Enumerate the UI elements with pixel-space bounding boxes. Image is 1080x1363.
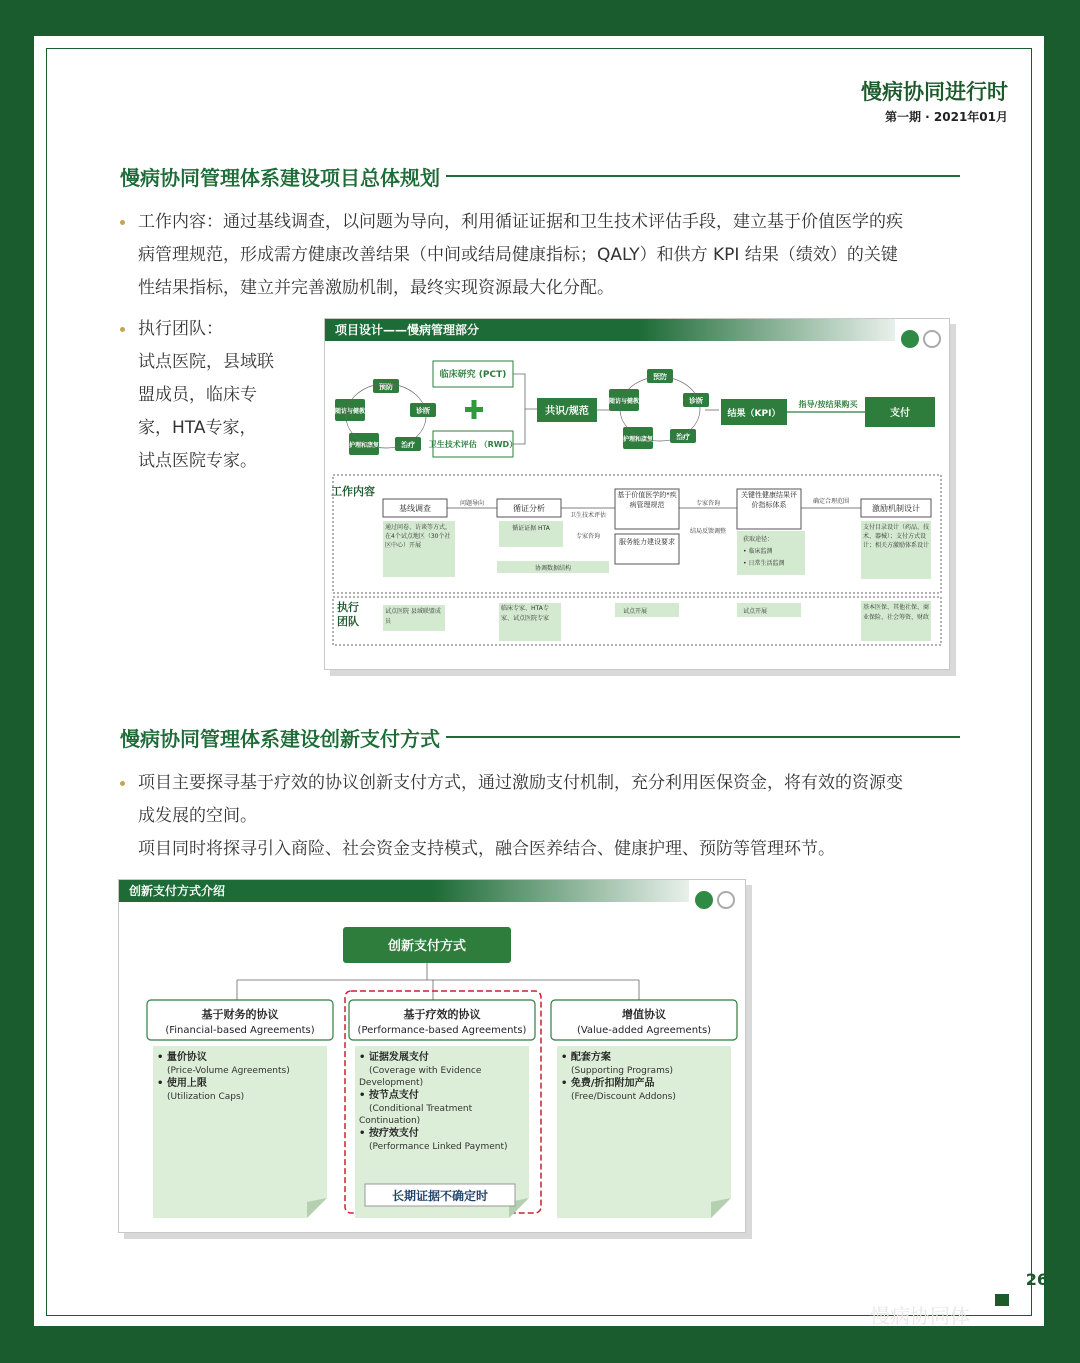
arrow-label: 专家咨询	[575, 533, 601, 540]
team-line: 试点医院专家。	[138, 451, 257, 471]
arrow-label: 卫生技术评估	[569, 512, 607, 519]
step-label: 关键性健康结果评价指标体系	[741, 491, 797, 509]
work-line: 病管理规范，形成需方健康改善结果（中间或结局健康指标；QALY）和供方 KPI 结果（绩效）的关键	[138, 245, 898, 265]
kpi-note: • 日常生活监测	[743, 560, 785, 567]
bullet-marker	[120, 220, 125, 225]
cycle-label: 护理和康复	[622, 436, 654, 443]
item-desc: (Supporting Programs)	[571, 1066, 674, 1076]
project-design-figure	[324, 318, 950, 670]
incentive-note: 支付目录设计（药品、技术、器械）；支付方式设计；相关方激励体系设计	[863, 524, 929, 549]
item-label: • 使用上限	[157, 1078, 207, 1089]
bullet-marker	[120, 781, 125, 786]
item-label: • 配套方案	[561, 1052, 611, 1063]
step-label: 激励机制设计	[872, 504, 920, 513]
kpi-note: 获取途径：	[743, 536, 774, 543]
column-subtitle: (Financial-based Agreements)	[165, 1025, 315, 1036]
item-desc: (Free/Discount Addons)	[571, 1092, 676, 1102]
arrow-label: 确定合理范围	[812, 498, 850, 505]
root-label: 创新支付方式	[387, 939, 467, 954]
column-value-added	[551, 1000, 737, 1218]
arrow-label: 专家咨询	[695, 500, 721, 507]
cycle-label: 预防	[379, 383, 393, 391]
column-title: 基于财务的协议	[201, 1008, 279, 1021]
work-line: 性结果指标，建立并完善激励机制，最终实现资源最大化分配。	[138, 278, 614, 298]
item-desc: (Coverage with Evidence	[369, 1066, 482, 1076]
guide-label: 指导/按结果购买	[798, 400, 858, 409]
kpi-note: • 临床监测	[743, 548, 773, 555]
cycle-label: 诊断	[689, 397, 703, 405]
arrow-label: 结局反馈调整	[689, 528, 727, 535]
connector	[513, 374, 537, 444]
work-content	[138, 206, 968, 305]
cycle-label: 护理和康复	[348, 442, 380, 449]
cycle-label: 诊断	[416, 407, 430, 415]
pay-label: 支付	[890, 408, 910, 419]
cycle-label: 随访与健教	[608, 398, 640, 405]
page	[34, 36, 1044, 1326]
team-line: 盟成员，临床专	[138, 385, 257, 405]
column-title: 增值协议	[622, 1008, 666, 1021]
figure2-diagram	[119, 880, 745, 1232]
step-label: 基于价值医学的*疾病管理规范	[617, 491, 677, 509]
kpi-label: 结果（KPI）	[727, 409, 781, 419]
team-content	[138, 313, 308, 478]
team-note: 试点开展	[743, 608, 768, 615]
item-label: • 免费/折扣附加产品	[561, 1078, 655, 1089]
column-financial	[147, 1000, 333, 1218]
column-subtitle: (Value-added Agreements)	[576, 1025, 712, 1036]
bullet-marker	[120, 327, 125, 332]
step-label: 基线调查	[399, 504, 431, 513]
section2-title: 慢病协同管理体系建设创新支付方式	[120, 723, 446, 752]
cycle-label: 治疗	[401, 441, 415, 449]
team-note: 临床专家、HTA专家、试点医院专家	[501, 605, 550, 622]
item-desc: Development)	[359, 1078, 424, 1088]
item-desc: Continuation)	[359, 1116, 421, 1126]
work-line: 工作内容：通过基线调查，以问题为导向，利用循证证据和卫生技术评估手段，建立基于价值医学的疾	[138, 212, 903, 232]
step-label: 循证分析	[513, 504, 545, 513]
item-desc: (Utilization Caps)	[167, 1092, 245, 1102]
item-label: • 证据发展支付	[359, 1052, 429, 1063]
team-line: 试点医院，县域联	[138, 352, 274, 372]
cycle-label: 预防	[653, 373, 667, 381]
cycle-label: 随访与健教	[334, 408, 366, 415]
payment-line: 项目主要探寻基于疗效的协议创新支付方式，通过激励支付机制，充分利用医保资金，将有效的资源变	[138, 773, 903, 793]
tree-connector	[237, 963, 639, 1000]
evidence-note: 循证证据 HTA	[512, 525, 550, 532]
figure2-title: 创新支付方式介绍	[119, 880, 689, 902]
consensus-label: 共识/规范	[545, 406, 589, 417]
issue-info: 第一期 · 2021年01月	[884, 110, 1008, 124]
pct-label: 临床研究 (PCT)	[439, 370, 507, 380]
item-label: • 按节点支付	[359, 1090, 419, 1101]
plus-icon	[472, 400, 477, 419]
item-desc: (Performance Linked Payment)	[369, 1142, 508, 1152]
item-label: • 按疗效支付	[359, 1128, 419, 1139]
page-number: 26	[1025, 1270, 1048, 1289]
step-label: 服务能力建设要求	[619, 538, 675, 546]
rwd-label: 卫生技术评估 （RWD）	[428, 440, 518, 449]
team-note: 基本医保、其他社保、商业保险、社会筹资、财政	[863, 604, 929, 621]
magazine-title: 慢病协同进行时	[861, 80, 1008, 104]
page-marker	[995, 1294, 1009, 1306]
team-label: 执行团队	[337, 601, 359, 628]
note-label: 长期证据不确定时	[391, 1189, 489, 1203]
item-desc: (Price-Volume Agreements)	[167, 1066, 290, 1076]
figure1-title: 项目设计——慢病管理部分	[325, 319, 895, 341]
payment-line: 项目同时将探寻引入商险、社会资金支持模式，融合医养结合、健康护理、预防等管理环节。	[138, 839, 835, 859]
coord-note: 协调数据结构	[534, 565, 572, 572]
team-note: 试点开展	[623, 608, 648, 615]
section1-title: 慢病协同管理体系建设项目总体规划	[120, 162, 446, 191]
baseline-note: 通过问卷、访谈等方式，在4个试点地区（30个社区中心）开展	[385, 524, 452, 549]
column-title: 基于疗效的协议	[403, 1008, 481, 1021]
column-performance	[349, 1000, 535, 1218]
figure1-diagram	[325, 319, 949, 669]
work-label: 工作内容	[331, 485, 375, 498]
arrow-label: 问题导向	[459, 500, 485, 507]
team-line: 家，HTA专家，	[138, 418, 257, 438]
item-label: • 量价协议	[157, 1052, 207, 1063]
column-subtitle: (Performance-based Agreements)	[357, 1025, 527, 1036]
payment-content	[138, 767, 968, 866]
team-line: 执行团队：	[138, 319, 223, 339]
watermark: 慢病协同体	[870, 1304, 970, 1328]
team-note: 试点医院 县域联盟成员	[385, 608, 441, 625]
payment-figure	[118, 879, 746, 1233]
payment-line: 成发展的空间。	[138, 806, 257, 826]
item-desc: (Conditional Treatment	[369, 1104, 473, 1114]
cycle-label: 治疗	[676, 433, 690, 441]
